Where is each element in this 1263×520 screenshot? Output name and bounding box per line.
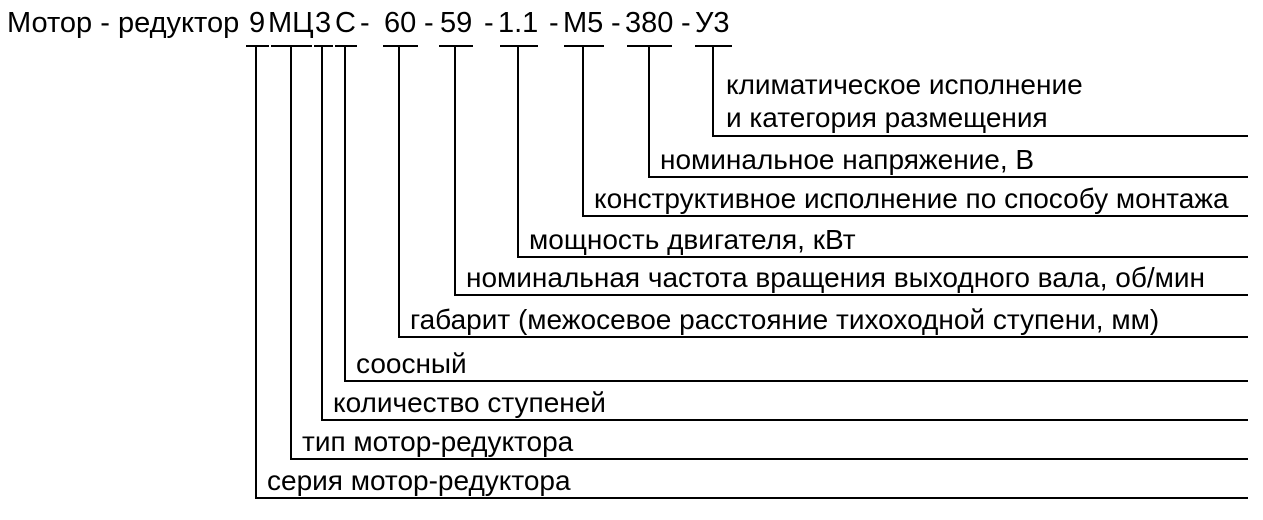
label-underline-type: [291, 458, 1248, 460]
label-series: серия мотор-редуктора: [267, 465, 571, 496]
label-underline-motor-power: [518, 256, 1248, 258]
tick-output-speed: [439, 45, 473, 47]
label-underline-output-speed: [455, 294, 1248, 296]
label-underline-series: [256, 497, 1248, 499]
label-underline-stages: [322, 419, 1248, 421]
label-output-speed: номинальная частота вращения выходного вала, об/мин: [466, 262, 1206, 293]
label-climate-line2: и категория размещения: [726, 102, 1048, 133]
leader-line-coaxial: [344, 45, 346, 382]
label-underline-coaxial: [345, 380, 1248, 382]
leader-line-climate: [712, 45, 714, 137]
code-part-output-speed: 59: [440, 7, 473, 39]
label-climate-line1: климатическое исполнение: [726, 69, 1083, 100]
code-part-voltage: 380: [625, 7, 674, 39]
label-underline-frame-size: [399, 336, 1248, 338]
separator-dash: -: [549, 7, 559, 39]
label-coaxial: соосный: [356, 348, 467, 379]
label-mounting: конструктивное исполнение по способу монтажа: [594, 183, 1229, 214]
leader-line-output-speed: [454, 45, 456, 296]
code-part-mounting: М5: [563, 7, 604, 39]
label-voltage: номинальное напряжение, В: [660, 144, 1035, 175]
separator-dash: -: [424, 7, 434, 39]
code-part-type: МЦ: [268, 7, 314, 39]
leader-line-mounting: [582, 45, 584, 217]
leader-line-stages: [321, 45, 323, 421]
separator-dash: -: [681, 7, 691, 39]
tick-mounting: [564, 45, 604, 47]
label-underline-climate: [713, 135, 1248, 137]
separator-dash: -: [360, 7, 370, 39]
tick-frame-size: [383, 45, 418, 47]
label-stages: количество ступеней: [333, 387, 606, 418]
tick-stages: [314, 45, 333, 47]
separator-dash: -: [484, 7, 494, 39]
code-part-frame-size: 60: [384, 7, 417, 39]
tick-series: [246, 45, 269, 47]
label-type: тип мотор-редуктора: [302, 426, 574, 457]
label-frame-size: габарит (межосевое расстояние тихоходной ступени, мм): [410, 304, 1160, 335]
leader-line-voltage: [648, 45, 650, 178]
leader-line-motor-power: [517, 45, 519, 258]
code-part-motor-power: 1.1: [498, 7, 539, 39]
label-motor-power: мощность двигателя, кВт: [529, 224, 856, 255]
leader-line-frame-size: [398, 45, 400, 338]
code-part-stages: 3: [315, 7, 332, 39]
tick-motor-power: [500, 45, 538, 47]
code-part-coaxial: С: [335, 7, 356, 39]
code-part-series: 9: [249, 7, 266, 39]
designation-prefix: Мотор - редуктор: [7, 7, 240, 39]
tick-coaxial: [335, 45, 357, 47]
separator-dash: -: [611, 7, 621, 39]
leader-line-type: [290, 45, 292, 460]
code-part-climate: У3: [695, 7, 730, 39]
label-climate: [726, 68, 1083, 134]
leader-line-series: [255, 45, 257, 499]
label-underline-voltage: [649, 176, 1248, 178]
label-underline-mounting: [583, 215, 1248, 217]
